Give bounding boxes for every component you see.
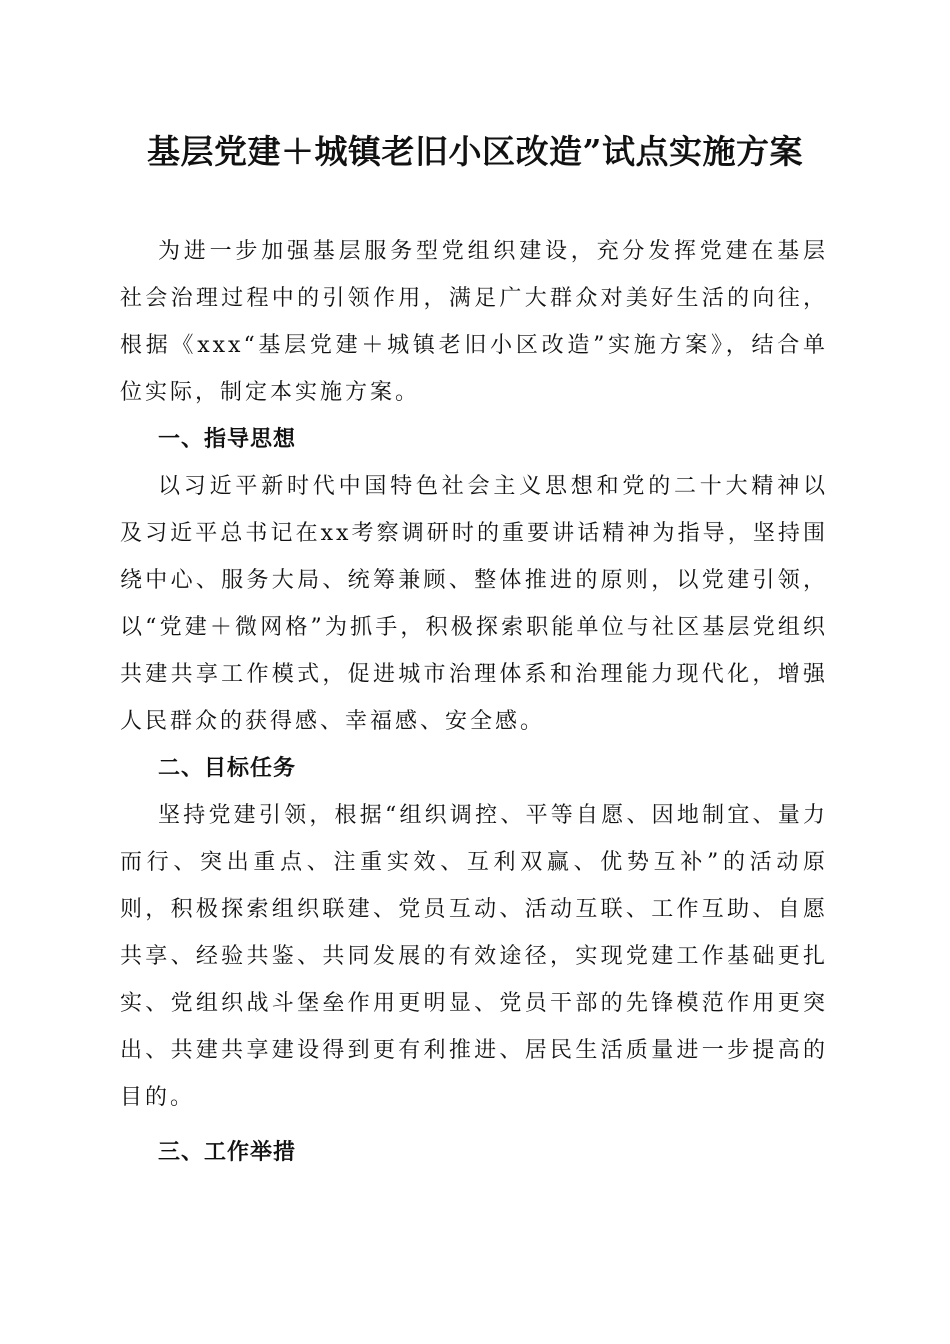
section-heading-guiding-ideology: 一、指导思想 [158, 427, 297, 452]
section-heading-goals-tasks: 二、目标任务 [158, 756, 297, 781]
intro-paragraph: 为进一步加强基层服务型党组织建设，充分发挥党建在基层社会治理过程中的引领作用，满足广大群众对美好生活的向往，根据《xxx“基层党建＋城镇老旧小区改造”实施方案》，结合单位实际，制定本实施方案。 [120, 239, 828, 405]
section-paragraph-guiding-ideology: 以习近平新时代中国特色社会主义思想和党的二十大精神以及习近平总书记在xx考察调研时的重要讲话精神为指导，坚持围绕中心、服务大局、统筹兼顾、整体推进的原则，以党建引领，以“党建＋微网格”为抓手，积极探索职能单位与社区基层党组织共建共享工作模式，促进城市治理体系和治理能力现代化，增强人民群众的获得感、幸福感、安全感。 [120, 474, 828, 734]
section-heading-work-measures: 三、工作举措 [158, 1140, 297, 1165]
document-title: 基层党建＋城镇老旧小区改造”试点实施方案 [147, 132, 803, 171]
section-paragraph-goals-tasks: 坚持党建引领，根据“组织调控、平等自愿、因地制宜、量力而行、突出重点、注重实效、互利双赢、优势互补”的活动原则，积极探索组织联建、党员互动、活动互联、工作互助、自愿共享、经验共鉴、共同发展的有效途径，实现党建工作基础更扎实、党组织战斗堡垒作用更明显、党员干部的先锋模范作用更突出、共建共享建设得到更有利推进、居民生活质量进一步提高的目的。 [120, 803, 828, 1110]
document-body [120, 228, 828, 1176]
